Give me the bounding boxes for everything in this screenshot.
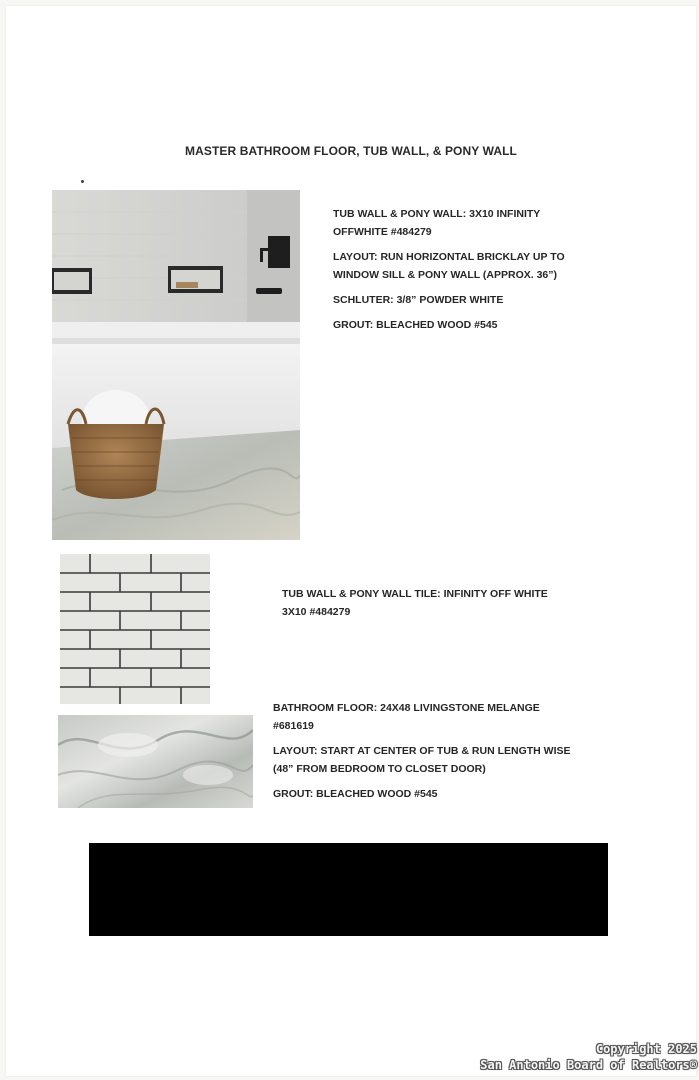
- marble-floor-pattern: [58, 715, 253, 808]
- marble-floor-swatch: [58, 715, 253, 808]
- bathroom-tub-illustration: [52, 190, 300, 540]
- floor-grout-spec: GROUT: BLEACHED WOOD #545: [273, 788, 438, 800]
- wall-tile-spec: TUB WALL & PONY WALL TILE: INFINITY OFF WHITE: [282, 588, 548, 600]
- document-page: [6, 6, 696, 1076]
- floor-specs: [273, 699, 603, 810]
- tub-wall-layout-spec-cont: WINDOW SILL & PONY WALL (APPROX. 36”): [333, 269, 558, 281]
- subway-tile-pattern: [60, 554, 210, 704]
- wall-tile-spec-cont: 3X10 #484279: [282, 606, 351, 618]
- floor-tile-spec-cont: #681619: [273, 720, 314, 732]
- tub-wall-tile-spec: TUB WALL & PONY WALL: 3X10 INFINITY: [333, 208, 541, 220]
- copyright-year: Copyright 2025: [595, 1042, 697, 1056]
- tub-wall-specs: [333, 205, 633, 341]
- copyright-watermark: [480, 1041, 697, 1073]
- scan-speck: [81, 180, 84, 183]
- page-title: MASTER BATHROOM FLOOR, TUB WALL, & PONY WALL: [185, 144, 517, 158]
- redaction-bar: [89, 843, 608, 936]
- tub-wall-tile-spec-cont: OFFWHITE #484279: [333, 226, 432, 238]
- floor-tile-spec: BATHROOM FLOOR: 24X48 LIVINGSTONE MELANGE: [273, 702, 540, 714]
- tub-wall-grout-spec: GROUT: BLEACHED WOOD #545: [333, 319, 498, 331]
- bathroom-tub-photo: [52, 190, 300, 540]
- floor-layout-spec: LAYOUT: START AT CENTER OF TUB & RUN LENGTH WISE: [273, 745, 571, 757]
- subway-tile-swatch: [60, 554, 210, 704]
- floor-layout-spec-cont: (48” FROM BEDROOM TO CLOSET DOOR): [273, 763, 486, 775]
- copyright-owner: San Antonio Board of Realtors®: [480, 1058, 697, 1072]
- schluter-spec: SCHLUTER: 3/8” POWDER WHITE: [333, 294, 504, 306]
- wall-tile-specs: [282, 585, 602, 628]
- tub-wall-layout-spec: LAYOUT: RUN HORIZONTAL BRICKLAY UP TO: [333, 251, 565, 263]
